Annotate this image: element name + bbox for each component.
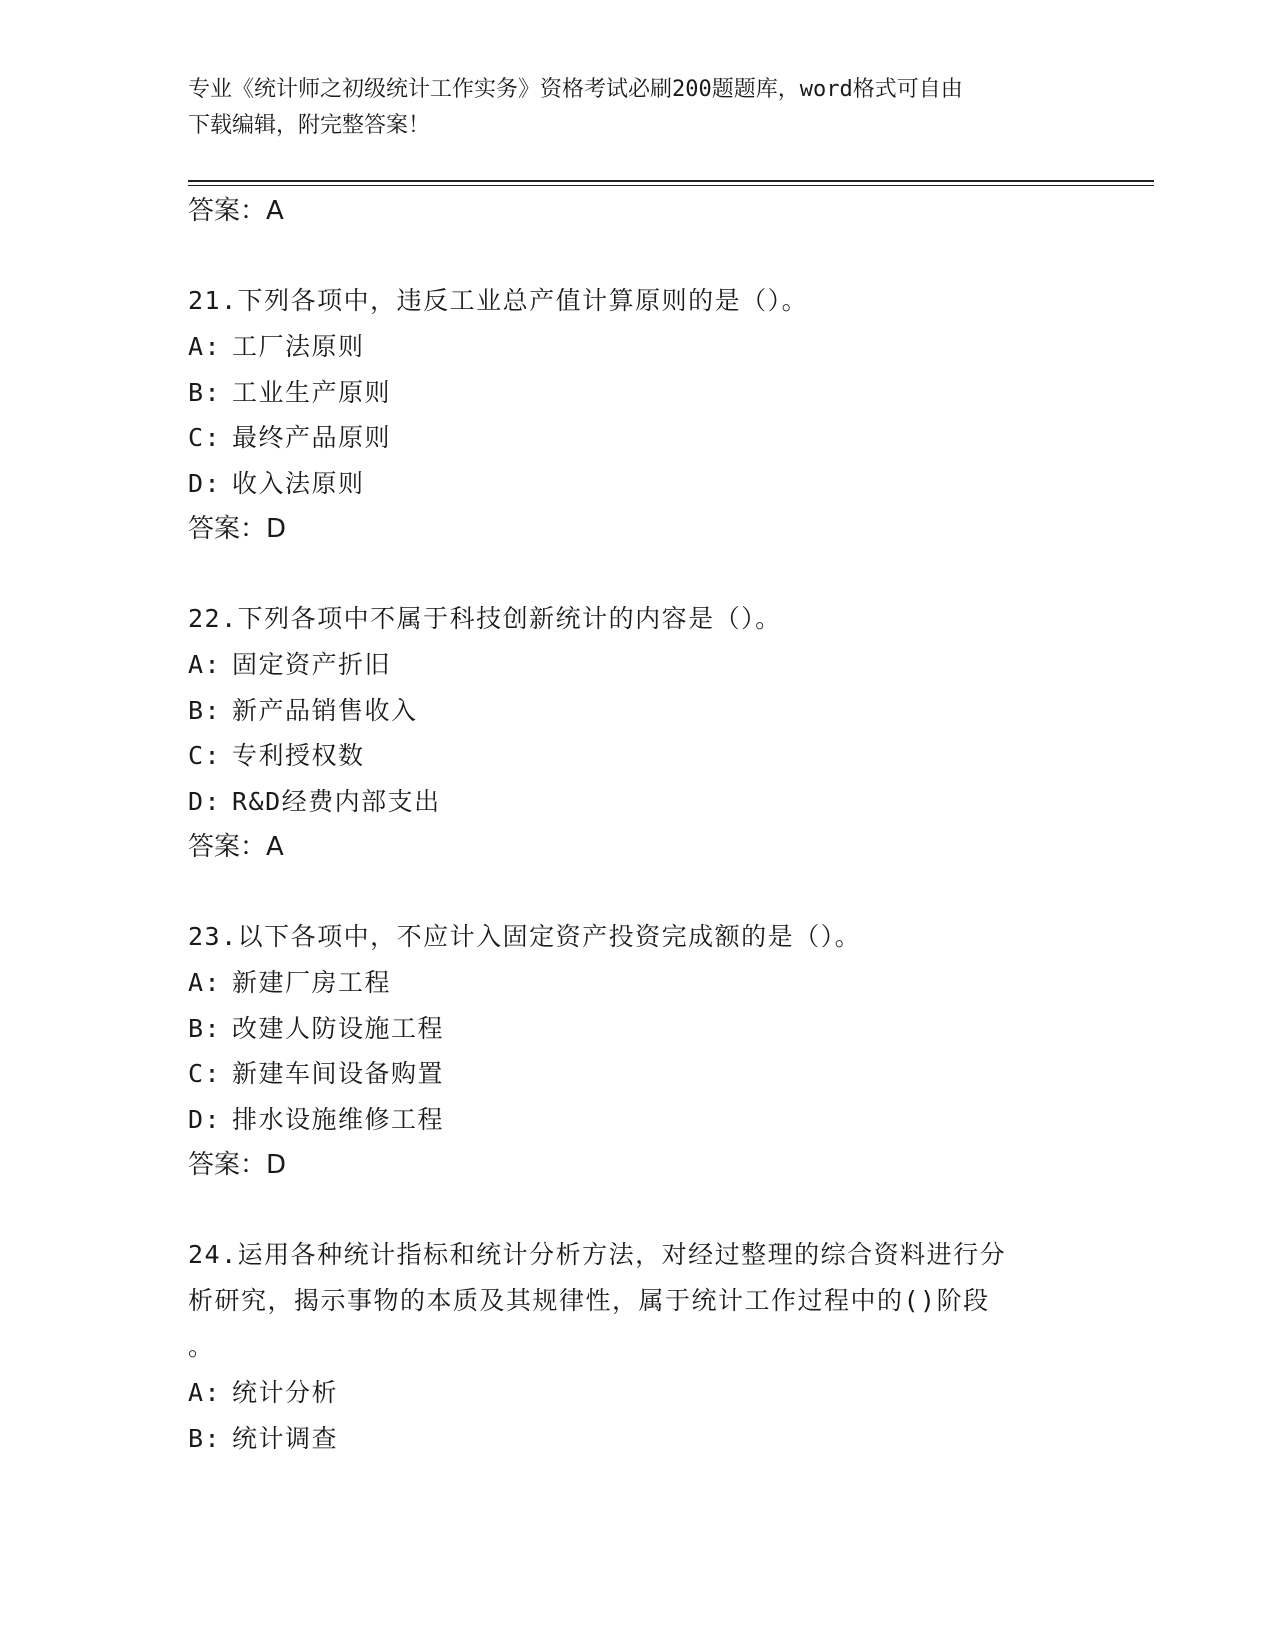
option-text: 专利授权数 <box>232 741 365 770</box>
option-text: 工业生产原则 <box>232 377 392 407</box>
answer-label: 答案： <box>188 514 267 544</box>
option-item <box>188 461 1088 507</box>
question-text: 析研究，揭示事物的本质及其规律性，属于统计工作过程中的()阶段 <box>188 1286 990 1315</box>
answer-line <box>188 1142 1088 1188</box>
option-item <box>188 1370 1088 1416</box>
question-text: 。 <box>188 1332 215 1361</box>
option-item <box>188 688 1088 734</box>
question-text: 23.以下各项中，不应计入固定资产投资完成额的是（）。 <box>188 922 862 951</box>
option-item <box>188 370 1088 416</box>
option-item <box>188 1416 1088 1462</box>
option-text: 改建人防设施工程 <box>232 1013 445 1043</box>
answer-value: D <box>266 514 287 544</box>
option-key: D: <box>188 1104 222 1134</box>
question-block <box>188 278 1088 552</box>
option-text: 固定资产折旧 <box>232 650 392 679</box>
option-text: R&D经费内部支出 <box>232 786 441 816</box>
header-divider <box>188 180 1154 182</box>
header-divider-thin <box>188 185 1154 186</box>
option-item <box>188 1006 1088 1052</box>
question-text: 24.运用各种统计指标和统计分析方法，对经过整理的综合资料进行分 <box>188 1240 1007 1269</box>
option-item <box>188 642 1088 688</box>
question-spacer <box>188 870 1088 914</box>
answer-line <box>188 506 1088 552</box>
question-list <box>188 188 1088 1461</box>
option-text: 新建厂房工程 <box>232 968 392 997</box>
option-key: B: <box>188 1013 222 1043</box>
option-key: B: <box>188 695 222 725</box>
question-spacer <box>188 234 1088 278</box>
question-block <box>188 596 1088 870</box>
header-title-line-1: 专业《统计师之初级统计工作实务》资格考试必刷200题题库，word格式可自由 <box>188 77 963 102</box>
option-text: 工厂法原则 <box>232 332 365 361</box>
option-key: A: <box>188 968 222 997</box>
option-item <box>188 779 1088 825</box>
option-text: 排水设施维修工程 <box>232 1104 445 1134</box>
question-block <box>188 914 1088 1188</box>
option-key: A: <box>188 650 222 679</box>
answer-value: A <box>266 832 284 862</box>
option-key: D: <box>188 786 222 816</box>
document-header <box>188 72 1088 144</box>
option-item <box>188 1051 1088 1097</box>
question-text: 22.下列各项中不属于科技创新统计的内容是（）。 <box>188 604 782 633</box>
question-spacer <box>188 1188 1088 1232</box>
option-text: 收入法原则 <box>232 468 365 498</box>
answer-label: 答案： <box>188 196 267 226</box>
option-item <box>188 733 1088 779</box>
option-key: B: <box>188 377 222 407</box>
option-text: 统计分析 <box>232 1378 339 1407</box>
answer-value: D <box>266 1150 287 1180</box>
option-text: 新建车间设备购置 <box>232 1059 445 1088</box>
question-text: 21.下列各项中，违反工业总产值计算原则的是（）。 <box>188 286 809 315</box>
question-block <box>188 1232 1088 1461</box>
answer-label: 答案： <box>188 1150 267 1180</box>
answer-line <box>188 188 1088 234</box>
option-key: D: <box>188 468 222 498</box>
option-item <box>188 960 1088 1006</box>
option-key: C: <box>188 741 222 770</box>
question-spacer <box>188 552 1088 596</box>
answer-line <box>188 824 1088 870</box>
option-key: C: <box>188 1059 222 1088</box>
option-text: 统计调查 <box>232 1423 339 1453</box>
option-key: C: <box>188 423 222 452</box>
answer-label: 答案： <box>188 832 267 862</box>
answer-value: A <box>266 196 284 226</box>
option-text: 新产品销售收入 <box>232 695 418 725</box>
option-item <box>188 415 1088 461</box>
option-key: A: <box>188 1378 222 1407</box>
option-key: B: <box>188 1423 222 1453</box>
option-item <box>188 324 1088 370</box>
header-title-line-2: 下载编辑，附完整答案！ <box>188 113 431 138</box>
option-item <box>188 1097 1088 1143</box>
option-key: A: <box>188 332 222 361</box>
option-text: 最终产品原则 <box>232 423 392 452</box>
